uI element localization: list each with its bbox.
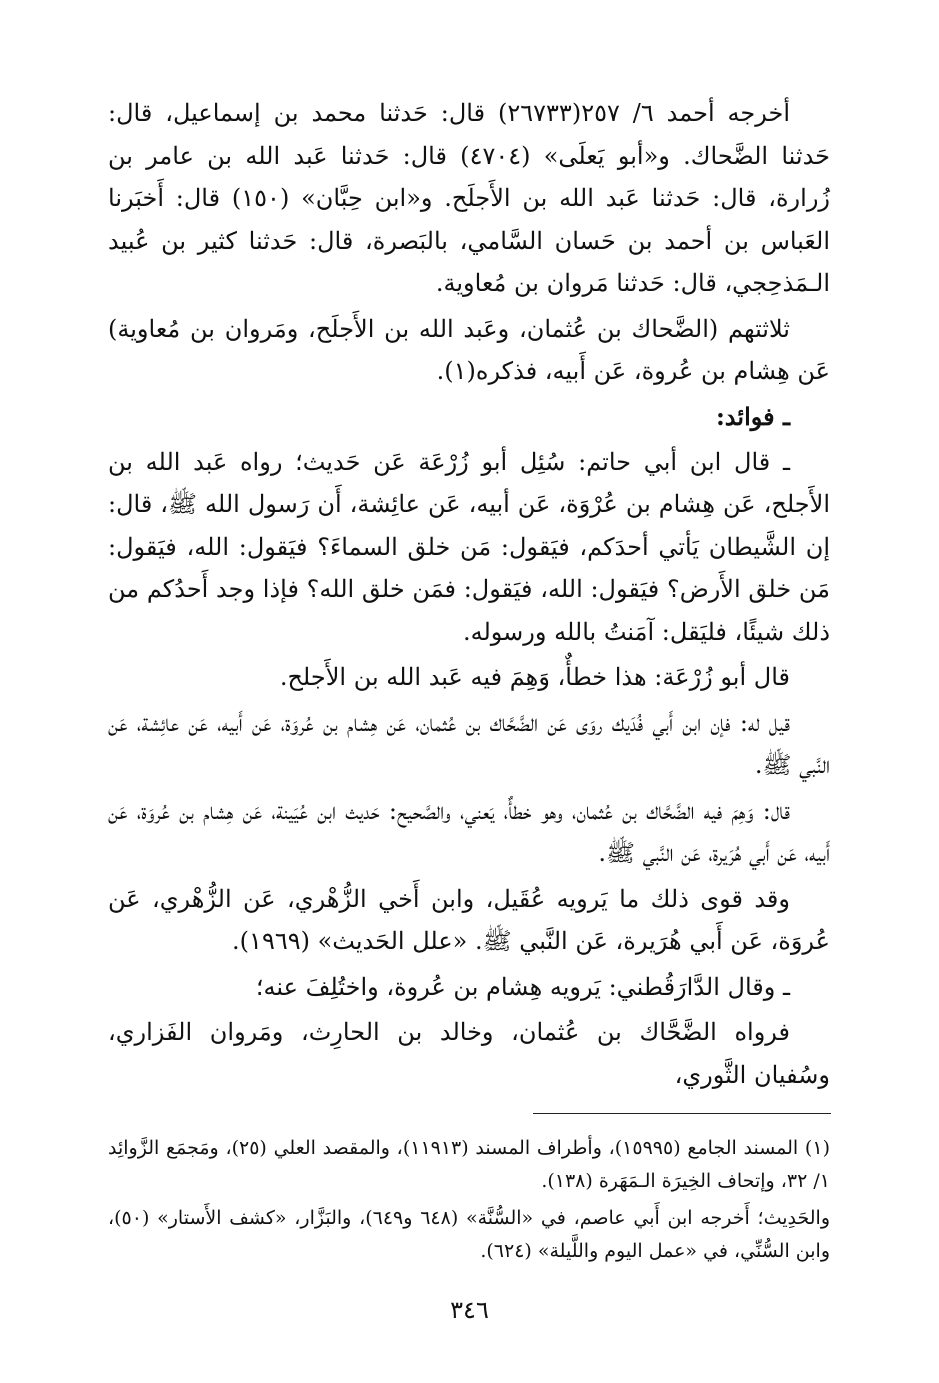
footnote-divider — [533, 1113, 831, 1114]
paragraph-ibn-abi-hatim: ـ قال ابن أبي حاتم: سُئِل أبو زُرْعَة عَن حَديث؛ رواه عَبد الله بن الأَجلح، عَن هِشام بن عُرْوَة، عَن أبيه، عَن عائِشة، أَن رَسول الله ﷺ، قال: إن الشَّيطان يَأتي أحدَكم، فيَقول: مَن خلق السماءَ؟ فيَقول: الله، فيَقول: مَن خلق الأَرض؟ فيَقول: الله، فيَقول: فمَن خلق الله؟ فإذا وجد أَحدُكم من ذلك شيئًا، فليَقل: آمَنتُ بالله ورسوله. — [108, 447, 830, 646]
paragraph-thalathatuhum: ثلاثتهم (الضَّحاك بن عُثمان، وعَبد الله بن الأَجلَح، ومَروان بن مُعاوية) عَن هِشام بن عُروة، عَن أَبيه، فذكره(١). — [108, 314, 830, 385]
fawaid-heading: ـ فوائد: — [715, 401, 790, 431]
footnote-2: والحَدِيث؛ أَخرجه ابن أَبي عاصم، في «السُّنَّة» (٦٤٨ و٦٤٩)، والبَزَّار، «كشف الأَستار» (٥٠)، وابن السُّنِّي، في «عمل اليوم واللَّيلة» (٦٢٤). — [108, 1207, 831, 1262]
paragraph-daraqutni: ـ وقال الدَّارَقُطني: يَرويه هِشام بن عُروة، واختُلِفَ عنه؛ — [255, 972, 790, 1001]
footnotes — [108, 1132, 830, 1272]
paragraph-qawa: وقد قوى ذلك ما يَرويه عُقَيل، وابن أَخي الزُّهْري، عَن الزُّهْري، عَن عُروَة، عَن أَبي هُرَيرة، عَن النَّبي ﷺ. «علل الحَديث» (١٩٦٩). — [108, 884, 830, 955]
paragraph-rawahu: فرواه الضَّحَّاك بن عُثمان، وخالد بن الحارِث، ومَروان الفَزاري، وسُفيان الثَّوري، — [108, 1018, 830, 1089]
paragraph-wahima: قال: وَهِمَ فيه الضَّحَّاك بن عُثمان، وهو خطأٌ، يَعني، والصَّحيح: حَديث ابن عُيَينة، عَن هِشام بن عُروَة، عَن أَبيه، عَن أَبي هُرَيرة، عَن النَّبي ﷺ. — [108, 796, 830, 867]
paragraph-takhrij: أخرجه أحمد ٦/ ٢٥٧(٢٦٧٣٣) قال: حَدثنا محمد بن إسماعيل، قال: حَدثنا الضَّحاك. و«أبو يَعلَى» (٤٧٠٤) قال: حَدثنا عَبد الله بن عامر بن زُرارة، قال: حَدثنا عَبد الله بن الأَجلَح. و«ابن حِبَّان» (١٥٠) قال: أَخبَرنا العَباس بن أحمد بن حَسان السَّامي، بالبَصرة، قال: حَدثنا كثير بن عُبيد الـمَذحِجي، قال: حَدثنا مَروان بن مُعاوية. — [108, 99, 831, 297]
footnote-1: (١) المسند الجامع (١٥٩٩٥)، وأطراف المسند (١١٩١٣)، والمقصد العلي (٢٥)، ومَجمَع الزَّوائِد ١/ ٣٢، وإتحاف الخِيرَة الـمَهَرة (١٣٨). — [108, 1137, 830, 1192]
paragraph-abu-zura: قال أبو زُرْعَة: هذا خطأٌ، وَهِمَ فيه عَبد الله بن الأَجلح. — [279, 663, 790, 691]
paragraph-qila-lahu: قيل له: فإن ابن أَبي فُدَيك روَى عَن الضَّحَّاك بن عُثمان، عَن هِشام بن عُروَة، عَن أَبيه، عَن عائِشة، عَن النَّبي ﷺ. — [108, 708, 830, 779]
page-number: ٣٤٦ — [450, 1296, 489, 1324]
main-text — [108, 92, 830, 1099]
